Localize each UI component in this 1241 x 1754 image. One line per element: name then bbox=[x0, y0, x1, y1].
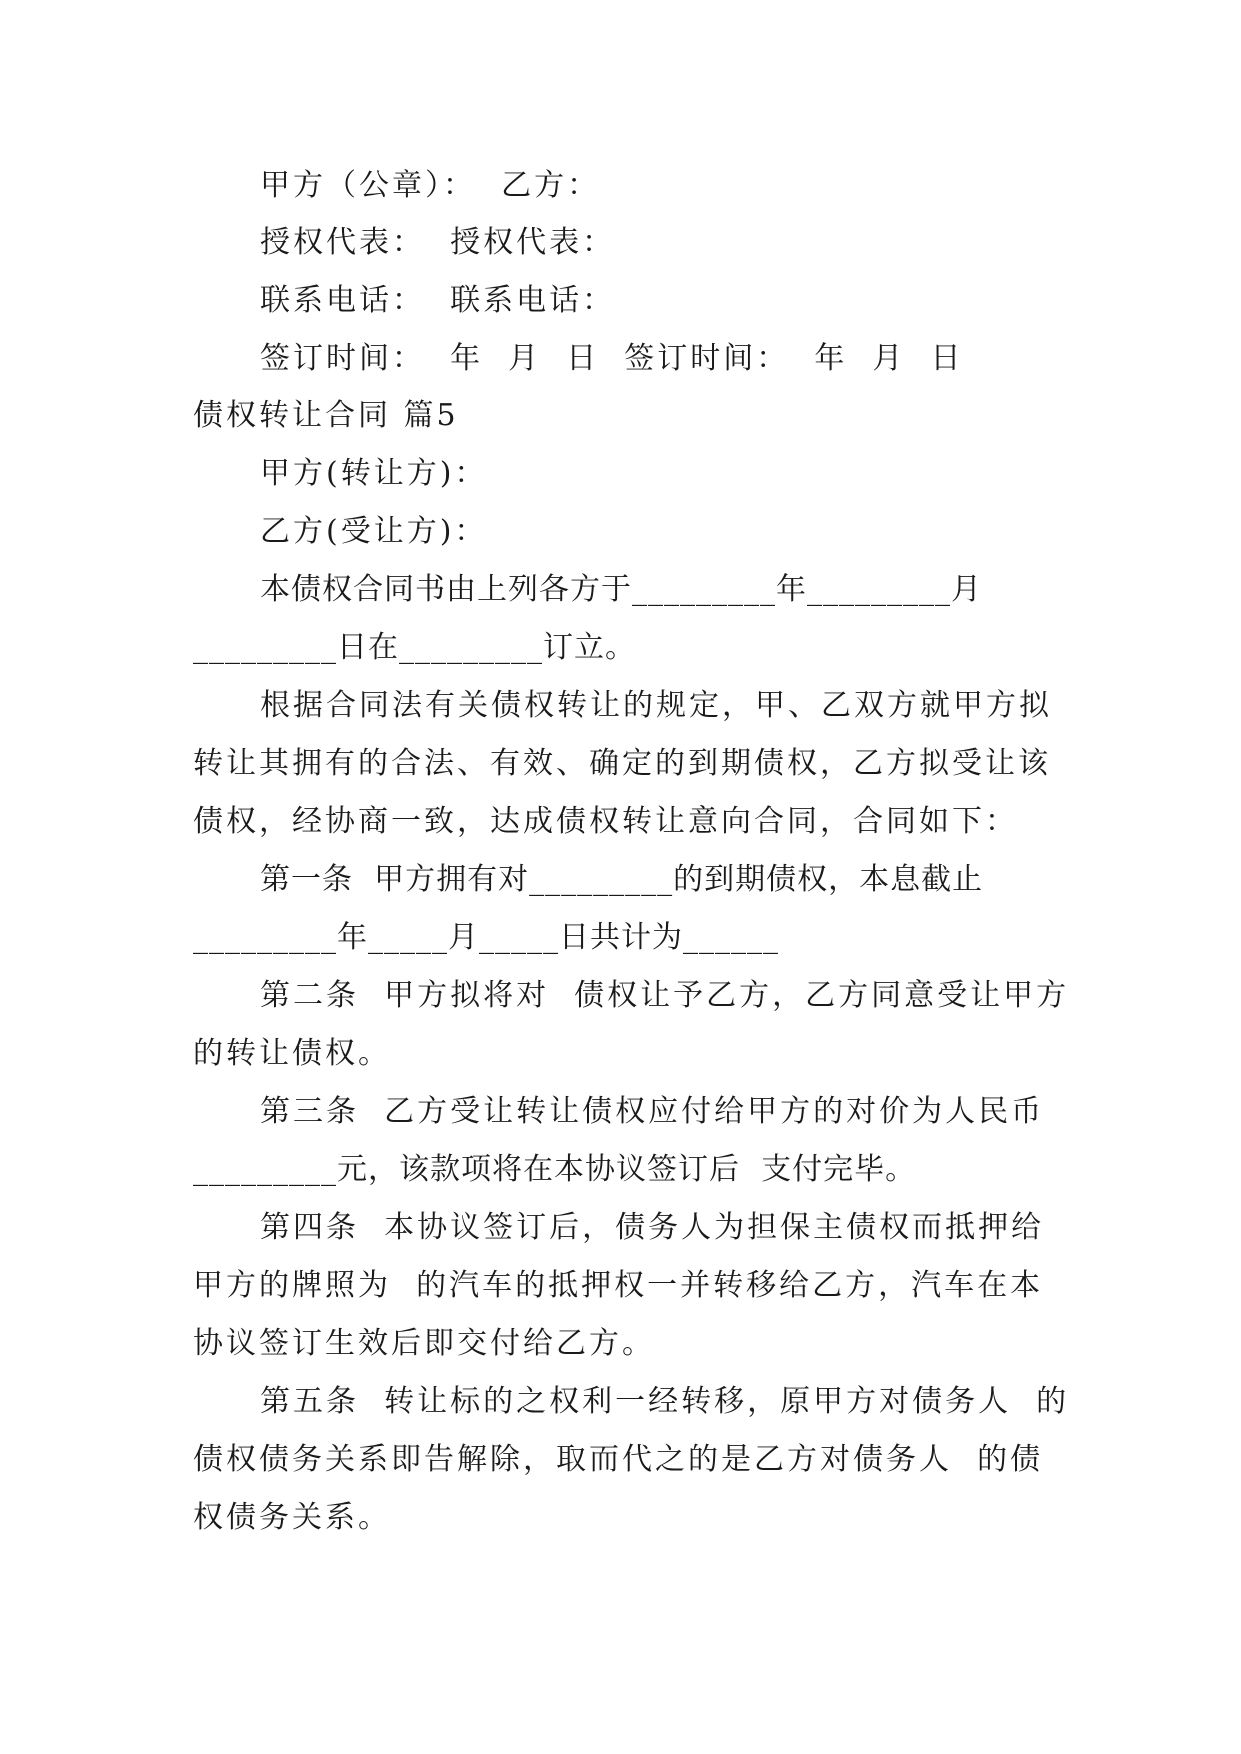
article1-line-2: _________年_____月_____日共计为______ bbox=[193, 920, 779, 955]
article5-line-1: 第五条 转让标的之权利一经转移，原甲方对债务人 的 bbox=[260, 1384, 1070, 1419]
intro-line-1: 本债权合同书由上列各方于_________年_________月 bbox=[260, 572, 982, 607]
party-b-line: 乙方(受让方)： bbox=[260, 514, 488, 549]
article4-line-3: 协议签订生效后即交付给乙方。 bbox=[193, 1326, 655, 1361]
article4-line-1: 第四条 本协议签订后，债务人为担保主债权而抵押给 bbox=[260, 1210, 1045, 1245]
article2-line-1: 第二条 甲方拟将对 债权让予乙方，乙方同意受让甲方 bbox=[260, 978, 1070, 1013]
signature-date-line: 签订时间： 年 月 日 签订时间： 年 月 日 bbox=[260, 341, 964, 376]
signature-phone-line: 联系电话： 联系电话： bbox=[260, 283, 616, 318]
article3-line-2: _________元，该款项将在本协议签订后 支付完毕。 bbox=[193, 1152, 917, 1187]
party-a-line: 甲方(转让方)： bbox=[260, 456, 488, 491]
article5-line-3: 权债务关系。 bbox=[193, 1500, 391, 1535]
preamble-line-3: 债权，经协商一致，达成债权转让意向合同，合同如下： bbox=[193, 804, 1018, 839]
signature-party-line: 甲方（公章）： 乙方： bbox=[260, 168, 601, 203]
signature-rep-line: 授权代表： 授权代表： bbox=[260, 225, 616, 260]
intro-line-2: _________日在_________订立。 bbox=[193, 630, 636, 665]
section-heading: 债权转让合同 篇5 bbox=[193, 398, 459, 433]
preamble-line-2: 转让其拥有的合法、有效、确定的到期债权，乙方拟受让该 bbox=[193, 746, 1051, 781]
article4-line-2: 甲方的牌照为 的汽车的抵押权一并转移给乙方，汽车在本 bbox=[193, 1268, 1044, 1303]
article1-line-1: 第一条 甲方拥有对_________的到期债权，本息截止 bbox=[260, 862, 984, 897]
article3-line-1: 第三条 乙方受让转让债权应付给甲方的对价为人民币 bbox=[260, 1094, 1045, 1129]
preamble-line-1: 根据合同法有关债权转让的规定，甲、乙双方就甲方拟 bbox=[260, 688, 1052, 723]
article5-line-2: 债权债务关系即告解除，取而代之的是乙方对债务人 的债 bbox=[193, 1442, 1044, 1477]
article2-line-2: 的转让债权。 bbox=[193, 1036, 391, 1071]
